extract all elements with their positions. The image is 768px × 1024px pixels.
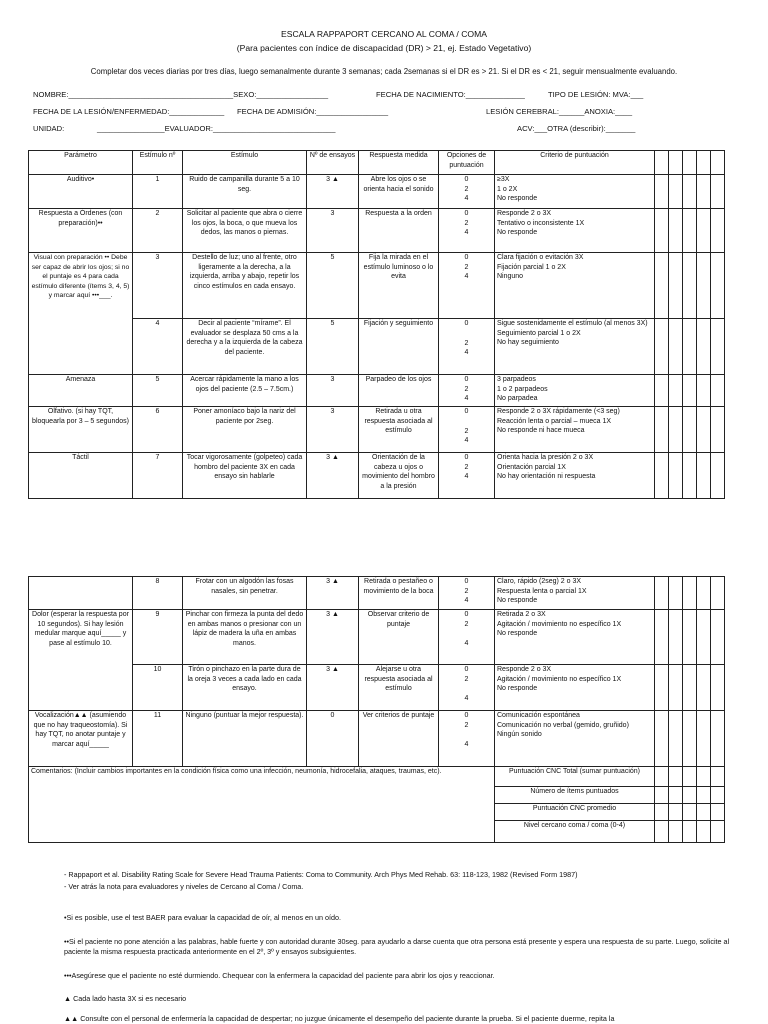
row-est: Tocar vigorosamente (golpeteo) cada hombro del paciente 3X en cada ensayo sin hablarle — [183, 453, 307, 499]
score-cell[interactable] — [711, 610, 725, 665]
score-cell[interactable] — [697, 804, 711, 821]
opt: 2 — [464, 185, 469, 193]
score-cell[interactable] — [697, 407, 711, 453]
row-n: 2 — [133, 209, 183, 253]
reference-1: - Rappaport et al. Disability Rating Scale for Severe Head Trauma Patients: Coma to Community. Arch Phys Med Rehab. 63: 118-123, 1982 (Revised Form 1987) — [64, 870, 578, 879]
score-cell[interactable] — [655, 821, 669, 843]
crit: Responde 2 o 3X — [497, 666, 552, 673]
lesion-cerebral-field[interactable]: LESIÓN CEREBRAL:______ANOXIA:____ — [486, 107, 633, 116]
table-row — [29, 319, 725, 375]
row-est: Poner amoníaco bajo la nariz del paciente por 2seg. — [183, 407, 307, 453]
score-cell[interactable] — [683, 821, 697, 843]
row-n: 11 — [133, 711, 183, 767]
score-cell[interactable] — [669, 767, 683, 787]
crit: Tentativo o inconsistente 1X — [497, 219, 585, 227]
crit: Ninguno — [497, 273, 524, 281]
fecha-admision-field[interactable]: FECHA DE ADMISIÓN:_________________ — [237, 107, 389, 116]
opt: 4 — [464, 229, 469, 237]
score-cell[interactable] — [683, 375, 697, 407]
table-row — [29, 407, 725, 453]
score-cell[interactable] — [683, 407, 697, 453]
row-ens: 3 — [307, 209, 359, 253]
row-param — [29, 577, 133, 610]
score-cell[interactable] — [711, 407, 725, 453]
row-resp: Observar criterio de puntaje — [359, 610, 439, 665]
score-cell[interactable] — [683, 804, 697, 821]
crit: Orienta hacia la presión 2 o 3X — [497, 454, 594, 461]
score-cell[interactable] — [669, 209, 683, 253]
row-resp: Abre los ojos o se orienta hacia el sonido — [359, 175, 439, 209]
score-cell[interactable] — [683, 175, 697, 209]
score-cell[interactable] — [711, 787, 725, 804]
header-respuesta: Respuesta medida — [359, 151, 439, 175]
crit: Orientación parcial 1X — [497, 463, 566, 471]
opt: 4 — [464, 273, 469, 281]
crit: Responde 2 o 3X — [497, 210, 552, 217]
row-ens: 3 — [307, 407, 359, 453]
row-resp: Alejarse u otra respuesta asociada al estímulo — [359, 665, 439, 711]
opt: 0 — [464, 712, 469, 719]
row-n: 9 — [133, 610, 183, 665]
summary-label: Nivel cercano coma / coma (0-4) — [495, 821, 655, 843]
crit: Ningún sonido — [497, 731, 542, 739]
score-cell[interactable] — [683, 253, 697, 319]
score-cell[interactable] — [669, 375, 683, 407]
score-cell[interactable] — [697, 453, 711, 499]
evaluador-field[interactable]: ________________EVALUADOR:_____________________________ — [97, 124, 336, 133]
row-param: Táctil — [29, 453, 133, 499]
row-param: Olfativo. (si hay TQT, bloquearla por 3 – 5 segundos) — [29, 407, 133, 453]
row-resp: Retirada u otra respuesta asociada al estímulo — [359, 407, 439, 453]
table-row — [29, 610, 725, 665]
row-n: 10 — [133, 665, 183, 711]
score-cell[interactable] — [669, 407, 683, 453]
crit: No responde — [497, 195, 538, 203]
score-cell[interactable] — [655, 767, 669, 787]
crit: Comunicación espontánea — [497, 712, 580, 719]
crit: ≥3X — [497, 176, 510, 183]
score-cell[interactable] — [683, 453, 697, 499]
table-row — [29, 453, 725, 499]
nombre-sexo-field[interactable]: NOMBRE:_______________________________________SEXO:_________________ — [33, 90, 329, 99]
header-opciones: Opciones de puntuación — [439, 151, 495, 175]
opt: 0 — [464, 578, 469, 585]
crit: Comunicación no verbal (gemido, gruñido) — [497, 721, 629, 729]
header-criterio: Criterio de puntuación — [495, 151, 655, 175]
note-1: •Si es posible, use el test BAER para evaluar la capacidad de oír, al menos en un oído. — [64, 913, 342, 922]
row-resp: Fijación y seguimiento — [359, 319, 439, 375]
instructions: Completar dos veces diarias por tres días, luego semanalmente durante 3 semanas; cada 2semanas si el DR es > 21. Si el DR es < 21, seguir mensualmente evaluando. — [90, 67, 678, 76]
opt: 0 — [464, 176, 469, 183]
row-est: Pinchar con firmeza la punta del dedo en ambas manos o presionar con un lápiz de madera la uña en ambas manos. — [183, 610, 307, 665]
score-cell[interactable] — [711, 253, 725, 319]
score-cell[interactable] — [683, 209, 697, 253]
score-cell[interactable] — [697, 209, 711, 253]
crit: Respuesta lenta o parcial 1X — [497, 587, 587, 595]
form-subtitle: (Para pacientes con índice de discapacidad (DR) > 21, ej. Estado Vegetativo) — [236, 43, 532, 53]
score-cell[interactable] — [697, 610, 711, 665]
row-param: Auditivo• — [29, 175, 133, 209]
crit: Sigue sostenidamente el estímulo (al menos 3X) — [497, 320, 648, 327]
opt: 4 — [464, 597, 469, 605]
row-n: 4 — [133, 319, 183, 375]
score-cell[interactable] — [697, 767, 711, 787]
score-cell[interactable] — [655, 804, 669, 821]
row-ens: 5 — [307, 319, 359, 375]
score-cell[interactable] — [697, 375, 711, 407]
score-cell[interactable] — [711, 821, 725, 843]
score-cell[interactable] — [669, 253, 683, 319]
score-cell[interactable] — [683, 787, 697, 804]
score-cell[interactable] — [697, 151, 711, 175]
score-cell[interactable] — [683, 767, 697, 787]
nacimiento-field[interactable]: FECHA DE NACIMIENTO:______________ — [376, 90, 525, 99]
table-row — [29, 665, 725, 711]
comentarios-label: Comentarios: (Incluir cambios importantes en la condición física como una infección, neumonía, hidrocefalia, ataques, traumas, etc). — [31, 768, 442, 775]
summary-label: Puntuación CNC promedio — [495, 804, 655, 821]
opt: 2 — [464, 620, 469, 628]
scale-table-1 — [28, 150, 725, 499]
table-row — [29, 253, 725, 319]
row-param: Dolor (esperar la respuesta por 10 segundos). Si hay lesión medular marque aquí_____ y pase al estímulo 10. — [29, 610, 133, 711]
score-cell[interactable] — [655, 577, 669, 610]
crit: No responde — [497, 229, 538, 237]
reference-2: - Ver atrás la nota para evaluadores y niveles de Cercano al Coma / Coma. — [64, 882, 304, 891]
score-cell[interactable] — [683, 711, 697, 767]
table-row — [29, 175, 725, 209]
row-n: 7 — [133, 453, 183, 499]
row-ens: 3 ▲ — [307, 453, 359, 499]
row-est: Destello de luz; uno al frente, otro ligeramente a la derecha, a la izquierda, arriba y abajo, repetir los cinco estímulos en cada ensayo. — [183, 253, 307, 319]
row-resp: Ver criterios de puntaje — [359, 711, 439, 767]
score-cell[interactable] — [655, 665, 669, 711]
score-cell[interactable] — [655, 253, 669, 319]
row-n: 6 — [133, 407, 183, 453]
header-ensayos: Nº de ensayos — [307, 151, 359, 175]
row-resp: Retirada o pestañeo o movimiento de la boca — [359, 577, 439, 610]
score-cell[interactable] — [669, 711, 683, 767]
opt: 4 — [464, 349, 469, 357]
crit: Retirada 2 o 3X — [497, 611, 546, 618]
note-4: ▲ Cada lado hasta 3X si es necesario — [64, 994, 187, 1003]
score-cell[interactable] — [711, 453, 725, 499]
row-param: Respuesta a Órdenes (con preparación)•• — [29, 209, 133, 253]
row-param: Amenaza — [29, 375, 133, 407]
score-cell[interactable] — [711, 175, 725, 209]
crit: No responde ni hace mueca — [497, 427, 585, 435]
opt: 2 — [464, 263, 469, 271]
crit: No responde — [497, 630, 538, 638]
form-title: ESCALA RAPPAPORT CERCANO AL COMA / COMA — [281, 29, 487, 39]
row-est: Ruido de campanilla durante 5 a 10 seg. — [183, 175, 307, 209]
table-row — [29, 711, 725, 767]
score-cell[interactable] — [683, 577, 697, 610]
score-cell[interactable] — [711, 151, 725, 175]
opt: 0 — [464, 254, 469, 261]
crit: 1 o 2 parpadeos — [497, 385, 548, 393]
row-ens: 3 ▲ — [307, 175, 359, 209]
note-5: ▲▲ Consulte con el personal de enfermería la capacidad de despertar; no juzgue únicamente el desempeño del paciente durante la prueba. Si el paciente duerme, repita la — [64, 1014, 615, 1023]
crit: No hay seguimiento — [497, 339, 559, 347]
opt: 2 — [464, 219, 469, 227]
row-n: 3 — [133, 253, 183, 319]
comentarios-box[interactable] — [29, 767, 495, 843]
row-est: Solicitar al paciente que abra o cierre los ojos, la boca, o que mueva los dedos, las manos o piernas. — [183, 209, 307, 253]
scale-table-2 — [28, 576, 725, 843]
score-cell[interactable] — [697, 787, 711, 804]
row-n: 1 — [133, 175, 183, 209]
row-resp: Fija la mirada en el estímulo luminoso o lo evita — [359, 253, 439, 319]
row-resp: Parpadeo de los ojos — [359, 375, 439, 407]
score-cell[interactable] — [669, 453, 683, 499]
score-cell[interactable] — [669, 175, 683, 209]
summary-label: Puntuación CNC Total (sumar puntuación) — [495, 767, 655, 787]
score-cell[interactable] — [711, 375, 725, 407]
score-cell[interactable] — [711, 804, 725, 821]
crit: Reacción lenta o parcial – mueca 1X — [497, 417, 612, 425]
opt: 0 — [464, 408, 469, 415]
score-cell[interactable] — [655, 787, 669, 804]
score-cell[interactable] — [683, 665, 697, 711]
score-cell[interactable] — [655, 151, 669, 175]
crit: No parpadea — [497, 395, 538, 403]
score-cell[interactable] — [683, 319, 697, 375]
score-cell[interactable] — [697, 665, 711, 711]
opt: 2 — [464, 385, 469, 393]
score-cell[interactable] — [655, 209, 669, 253]
opt: 2 — [464, 587, 469, 595]
score-cell[interactable] — [697, 821, 711, 843]
score-cell[interactable] — [655, 375, 669, 407]
row-n: 8 — [133, 577, 183, 610]
summary-label: Número de ítems puntuados — [495, 787, 655, 804]
opt: 2 — [464, 721, 469, 729]
header-estimulo: Estímulo — [183, 151, 307, 175]
opt: 4 — [464, 741, 469, 749]
score-cell[interactable] — [655, 407, 669, 453]
row-param: Vocalización▲▲ (asumiendo que no hay traqueostomía). Si hay TQT, no anotar puntaje y marcar aquí_____ — [29, 711, 133, 767]
crit: 1 o 2X — [497, 185, 518, 193]
score-cell[interactable] — [711, 577, 725, 610]
row-est: Ninguno (puntuar la mejor respuesta). — [183, 711, 307, 767]
score-cell[interactable] — [683, 151, 697, 175]
score-cell[interactable] — [697, 253, 711, 319]
crit: Agitación / movimiento no específico 1X — [497, 675, 622, 683]
opt: 4 — [464, 695, 469, 703]
score-cell[interactable] — [669, 821, 683, 843]
row-param: Visual con preparación •• Debe ser capaz de abrir los ojos; si no el puntaje es 4 para cada estímulo diferente (ítems 3, 4, 5) y marcar aquí •••___. — [29, 253, 133, 375]
score-cell[interactable] — [655, 453, 669, 499]
opt: 2 — [464, 427, 469, 435]
opt: 0 — [464, 376, 469, 383]
row-ens: 3 ▲ — [307, 665, 359, 711]
opt: 4 — [464, 437, 469, 445]
crit: Clara fijación o evitación 3X — [497, 254, 584, 261]
opt: 4 — [464, 473, 469, 481]
fecha-lesion-field[interactable]: FECHA DE LA LESIÓN/ENFERMEDAD:_____________ — [33, 107, 225, 116]
opt: 4 — [464, 395, 469, 403]
acv-field[interactable]: ACV:___OTRA (describir):_______ — [517, 124, 636, 133]
crit: Claro, rápido (2seg) 2 o 3X — [497, 578, 582, 585]
score-cell[interactable] — [669, 804, 683, 821]
table-row — [29, 577, 725, 610]
row-est: Decir al paciente “mírame”. El evaluador se desplaza 50 cms a la derecha y a la izquierda de la cabeza del paciente. — [183, 319, 307, 375]
row-ens: 3 — [307, 375, 359, 407]
score-cell[interactable] — [669, 787, 683, 804]
row-est: Acercar rápidamente la mano a los ojos del paciente (2.5 – 7.5cm.) — [183, 375, 307, 407]
unidad-field[interactable]: UNIDAD: — [33, 124, 65, 133]
crit: No responde — [497, 685, 538, 693]
score-cell[interactable] — [669, 610, 683, 665]
score-cell[interactable] — [711, 319, 725, 375]
tipo-lesion-field[interactable]: TIPO DE LESIÓN: MVA:___ — [548, 90, 644, 99]
crit: Agitación / movimiento no específico 1X — [497, 620, 622, 628]
crit: No responde — [497, 597, 538, 605]
header-parametro: Parámetro — [29, 151, 133, 175]
score-cell[interactable] — [711, 665, 725, 711]
crit: Fijación parcial 1 o 2X — [497, 263, 566, 271]
crit: No hay orientación ni respuesta — [497, 473, 596, 481]
row-ens: 3 ▲ — [307, 610, 359, 665]
row-n: 5 — [133, 375, 183, 407]
row-resp: Respuesta a la orden — [359, 209, 439, 253]
opt: 0 — [464, 611, 469, 618]
score-cell[interactable] — [697, 711, 711, 767]
score-cell[interactable] — [711, 209, 725, 253]
table-row — [29, 209, 725, 253]
score-cell[interactable] — [697, 175, 711, 209]
opt: 2 — [464, 463, 469, 471]
opt: 0 — [464, 320, 469, 327]
row-ens: 0 — [307, 711, 359, 767]
crit: Responde 2 o 3X rápidamente (<3 seg) — [497, 408, 620, 415]
opt: 4 — [464, 195, 469, 203]
score-cell[interactable] — [655, 319, 669, 375]
opt: 2 — [464, 675, 469, 683]
note-2: ••Si el paciente no pone atención a las palabras, hable fuerte y con autoridad durante 30seg. para ayudarlo a darse cuenta que otra persona está presente y espera una respuesta de su parte. Luego, solicite al paciente la misma respuesta practicada anteriormente en el 2º, 3º y ensayos subsiguientes. — [64, 937, 730, 956]
score-cell[interactable] — [669, 319, 683, 375]
score-cell[interactable] — [697, 319, 711, 375]
score-cell[interactable] — [711, 767, 725, 787]
table-row — [29, 375, 725, 407]
score-cell[interactable] — [669, 577, 683, 610]
row-est: Frotar con un algodón las fosas nasales, sin penetrar. — [183, 577, 307, 610]
score-cell[interactable] — [655, 175, 669, 209]
score-cell[interactable] — [655, 610, 669, 665]
opt: 2 — [464, 339, 469, 347]
opt: 0 — [464, 210, 469, 217]
score-cell[interactable] — [697, 577, 711, 610]
opt: 0 — [464, 666, 469, 673]
opt: 0 — [464, 454, 469, 461]
row-resp: Orientación de la cabeza u ojos o movimiento del hombro a la presión — [359, 453, 439, 499]
score-cell[interactable] — [711, 711, 725, 767]
crit: Seguimiento parcial 1 o 2X — [497, 329, 581, 337]
score-cell[interactable] — [669, 665, 683, 711]
score-cell[interactable] — [683, 610, 697, 665]
row-ens: 5 — [307, 253, 359, 319]
note-3: •••Asegúrese que el paciente no esté durmiendo. Chequear con la enfermera la capacidad del paciente para abrir los ojos y reaccionar. — [64, 971, 495, 980]
crit: 3 parpadeos — [497, 376, 536, 383]
score-cell[interactable] — [669, 151, 683, 175]
row-ens: 3 ▲ — [307, 577, 359, 610]
header-estimulo-n: Estímulo nº — [133, 151, 183, 175]
row-est: Tirón o pinchazo en la parte dura de la oreja 3 veces a cada lado en cada ensayo. — [183, 665, 307, 711]
opt: 4 — [464, 640, 469, 648]
score-cell[interactable] — [655, 711, 669, 767]
